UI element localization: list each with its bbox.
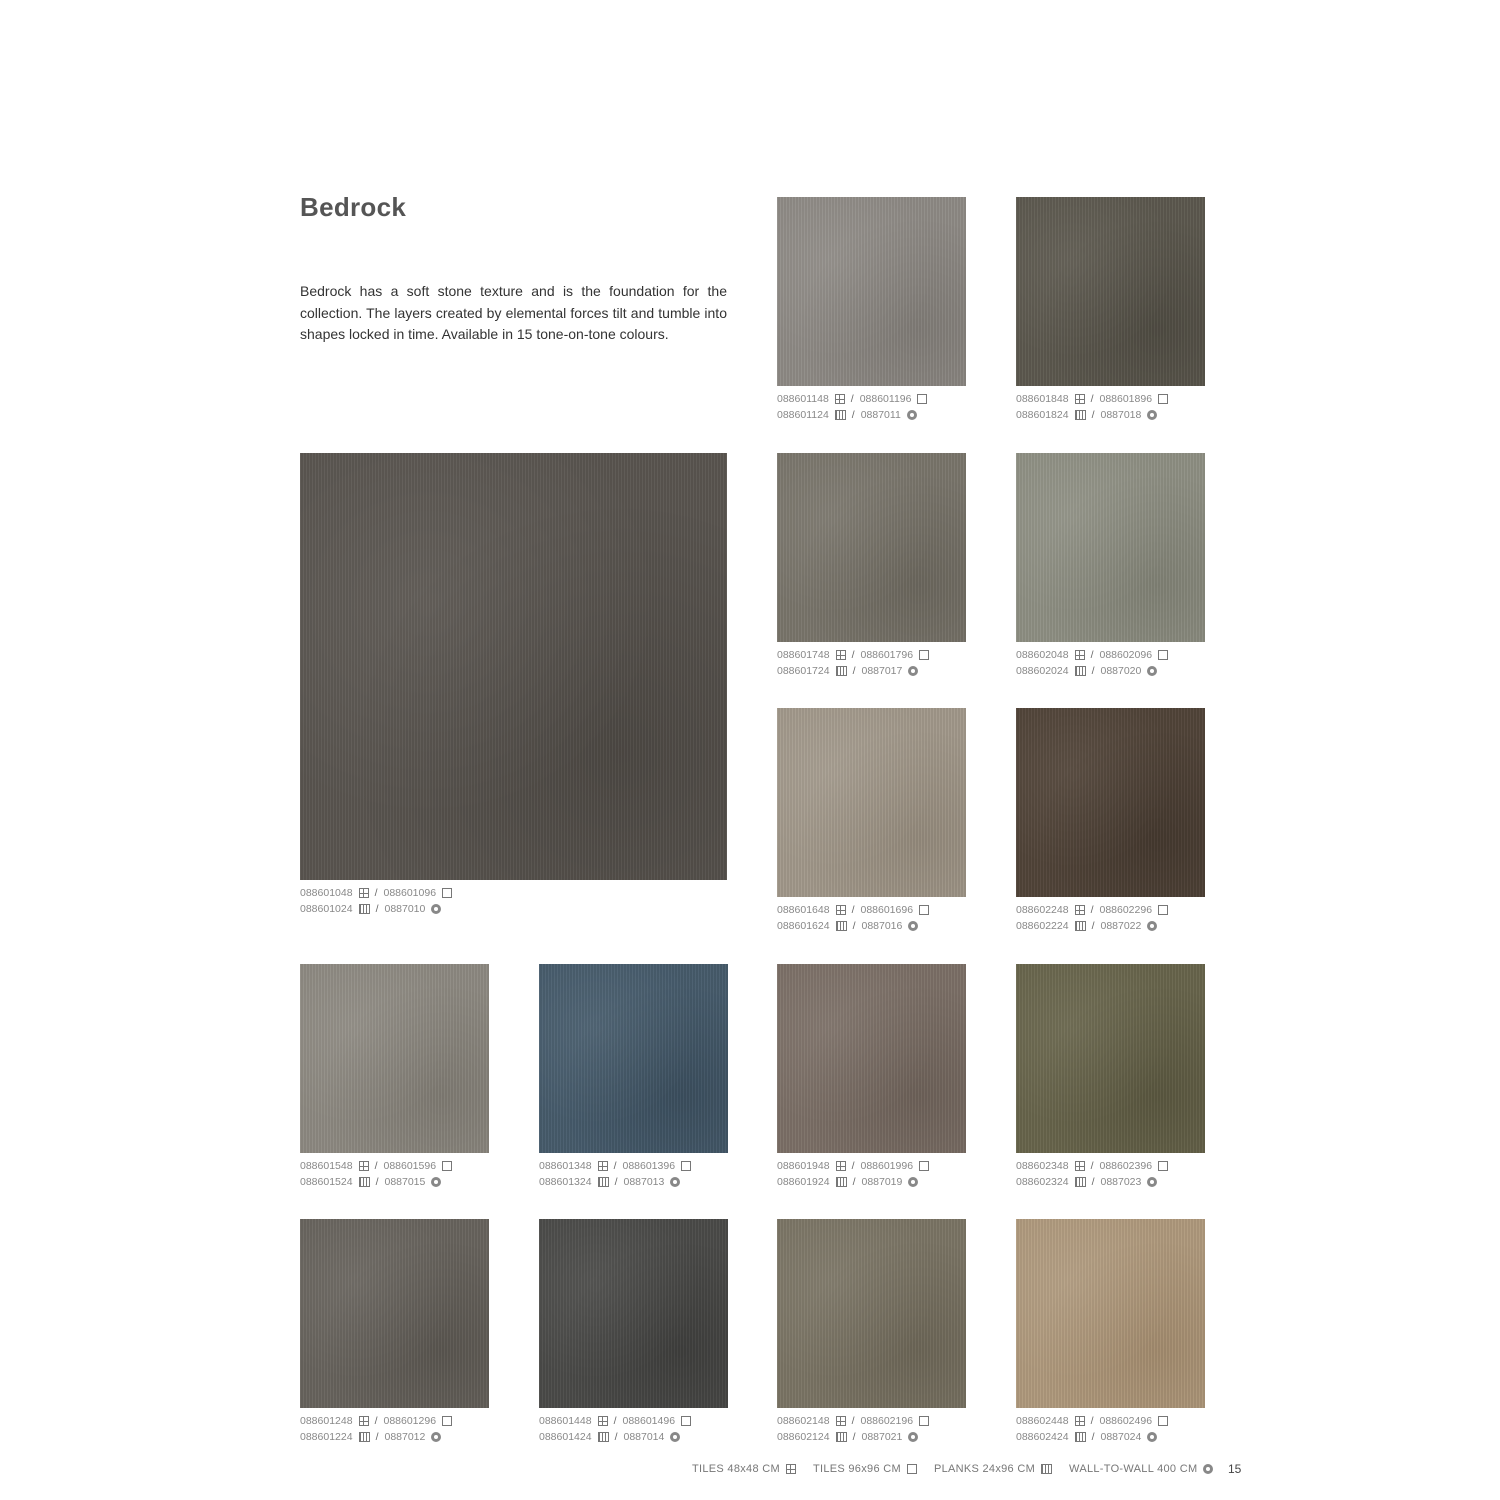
- code-tile-96: 088602496: [1099, 1415, 1153, 1427]
- separator: /: [375, 1176, 379, 1188]
- wall-to-wall-icon: [1147, 921, 1157, 931]
- swatch-image: [1016, 453, 1205, 642]
- product-codes: [300, 1158, 452, 1190]
- separator: /: [1090, 904, 1094, 916]
- tile-96-icon: [1158, 394, 1168, 404]
- product-codes: [777, 902, 929, 934]
- tile-96-icon: [917, 394, 927, 404]
- separator: /: [852, 920, 856, 932]
- tile-96-icon: [1158, 1161, 1168, 1171]
- code-row: [300, 1413, 452, 1429]
- separator: /: [1090, 393, 1094, 405]
- code-tile-96: 088601796: [860, 649, 914, 661]
- separator: /: [613, 1415, 617, 1427]
- code-tile-96: 088602396: [1099, 1160, 1153, 1172]
- tile-48-icon: [359, 888, 369, 898]
- code-row: [777, 391, 927, 407]
- separator: /: [851, 649, 855, 661]
- swatch-image: [300, 453, 727, 880]
- tile-48-icon: [359, 1416, 369, 1426]
- tile-96-icon: [1158, 905, 1168, 915]
- code-wall-to-wall: 0887018: [1100, 409, 1142, 421]
- product-codes: [777, 391, 927, 423]
- swatch-image: [1016, 197, 1205, 386]
- code-row: [300, 1158, 452, 1174]
- plank-icon: [359, 1432, 370, 1442]
- wall-to-wall-icon: [1147, 1177, 1157, 1187]
- code-row: [300, 1174, 452, 1190]
- separator: /: [851, 1160, 855, 1172]
- code-plank: 088601724: [777, 665, 830, 677]
- code-row: [1016, 391, 1168, 407]
- code-tile-48: 088601148: [777, 393, 829, 405]
- separator: /: [851, 409, 855, 421]
- code-row: [777, 1413, 929, 1429]
- code-plank: 088602124: [777, 1431, 830, 1443]
- product-codes: [1016, 902, 1168, 934]
- separator: /: [1091, 665, 1095, 677]
- tile-48-icon: [1075, 394, 1085, 404]
- tile-48-icon: [836, 905, 846, 915]
- swatch-image: [539, 1219, 728, 1408]
- plank-icon: [836, 921, 847, 931]
- separator: /: [1091, 920, 1095, 932]
- code-wall-to-wall: 0887020: [1100, 665, 1142, 677]
- code-row: [1016, 1429, 1168, 1445]
- code-wall-to-wall: 0887014: [623, 1431, 665, 1443]
- swatch-image: [300, 1219, 489, 1408]
- code-plank: 088602324: [1016, 1176, 1069, 1188]
- code-row: [777, 918, 929, 934]
- separator: /: [374, 1160, 378, 1172]
- swatch-image: [1016, 708, 1205, 897]
- code-wall-to-wall: 0887013: [623, 1176, 665, 1188]
- plank-icon: [836, 666, 847, 676]
- product-codes: [539, 1158, 691, 1190]
- legend-item: [813, 1463, 917, 1475]
- plank-icon: [835, 410, 846, 420]
- code-tile-48: 088601348: [539, 1160, 592, 1172]
- code-plank: 088601124: [777, 409, 829, 421]
- code-tile-96: 088601496: [622, 1415, 676, 1427]
- product-codes: [1016, 647, 1168, 679]
- code-wall-to-wall: 0887019: [861, 1176, 903, 1188]
- separator: /: [374, 887, 378, 899]
- code-row: [777, 647, 929, 663]
- code-tile-96: 088601396: [622, 1160, 676, 1172]
- wall-to-wall-icon: [1147, 1432, 1157, 1442]
- code-tile-96: 088601296: [383, 1415, 437, 1427]
- plank-icon: [1075, 1432, 1086, 1442]
- tile-48-icon: [1075, 1161, 1085, 1171]
- code-row: [777, 902, 929, 918]
- code-row: [300, 901, 452, 917]
- code-plank: 088601324: [539, 1176, 592, 1188]
- code-wall-to-wall: 0887022: [1100, 920, 1142, 932]
- code-tile-48: 088601948: [777, 1160, 830, 1172]
- code-row: [1016, 902, 1168, 918]
- product-codes: [1016, 1158, 1168, 1190]
- tile-96-icon: [681, 1416, 691, 1426]
- plank-icon: [1075, 410, 1086, 420]
- separator: /: [1090, 1415, 1094, 1427]
- code-wall-to-wall: 0887010: [384, 903, 426, 915]
- code-tile-48: 088601548: [300, 1160, 353, 1172]
- code-row: [539, 1158, 691, 1174]
- code-plank: 088602424: [1016, 1431, 1069, 1443]
- separator: /: [1091, 1176, 1095, 1188]
- intro-text: Bedrock has a soft stone texture and is the foundation for the collection. The layers created by elemental forces tilt and tumble into shapes locked in time. Available in 15 tone-on-tone colours.: [300, 283, 727, 342]
- separator: /: [1090, 1160, 1094, 1172]
- separator: /: [614, 1431, 618, 1443]
- code-row: [1016, 1158, 1168, 1174]
- tile-96-icon: [919, 905, 929, 915]
- plank-icon: [1041, 1464, 1052, 1474]
- code-row: [1016, 647, 1168, 663]
- tile-96-icon: [681, 1161, 691, 1171]
- product-codes: [300, 885, 452, 917]
- plank-icon: [598, 1177, 609, 1187]
- tile-96-icon: [442, 1161, 452, 1171]
- code-tile-48: 088602348: [1016, 1160, 1069, 1172]
- code-tile-96: 088601196: [859, 393, 912, 405]
- code-wall-to-wall: 0887021: [861, 1431, 903, 1443]
- product-codes: [539, 1413, 691, 1445]
- separator: /: [614, 1176, 618, 1188]
- plank-icon: [359, 904, 370, 914]
- wall-to-wall-icon: [908, 1432, 918, 1442]
- tile-96-icon: [442, 1416, 452, 1426]
- code-row: [539, 1174, 691, 1190]
- wall-to-wall-icon: [907, 410, 917, 420]
- tile-96-icon: [442, 888, 452, 898]
- tile-48-icon: [1075, 905, 1085, 915]
- plank-icon: [1075, 921, 1086, 931]
- legend: [692, 1463, 1230, 1475]
- code-tile-48: 088601648: [777, 904, 830, 916]
- tile-48-icon: [836, 1416, 846, 1426]
- code-plank: 088601624: [777, 920, 830, 932]
- code-row: [777, 1429, 929, 1445]
- separator: /: [1090, 649, 1094, 661]
- code-wall-to-wall: 0887016: [861, 920, 903, 932]
- tile-96-icon: [919, 650, 929, 660]
- wall-to-wall-icon: [1203, 1464, 1213, 1474]
- code-tile-48: 088601048: [300, 887, 353, 899]
- tile-96-icon: [919, 1416, 929, 1426]
- code-tile-96: 088602196: [860, 1415, 914, 1427]
- product-codes: [777, 1413, 929, 1445]
- plank-icon: [836, 1177, 847, 1187]
- code-row: [300, 885, 452, 901]
- separator: /: [374, 1415, 378, 1427]
- code-plank: 088601424: [539, 1431, 592, 1443]
- tile-48-icon: [1075, 1416, 1085, 1426]
- plank-icon: [1075, 1177, 1086, 1187]
- swatch-image: [777, 708, 966, 897]
- tile-96-icon: [1158, 1416, 1168, 1426]
- separator: /: [1091, 1431, 1095, 1443]
- code-row: [300, 1429, 452, 1445]
- product-codes: [1016, 1413, 1168, 1445]
- code-row: [539, 1413, 691, 1429]
- separator: /: [850, 393, 854, 405]
- code-row: [777, 1158, 929, 1174]
- code-row: [1016, 1413, 1168, 1429]
- separator: /: [852, 1431, 856, 1443]
- separator: /: [375, 1431, 379, 1443]
- legend-label: TILES 48x48 CM: [692, 1463, 780, 1475]
- plank-icon: [598, 1432, 609, 1442]
- tile-48-icon: [598, 1161, 608, 1171]
- legend-label: PLANKS 24x96 CM: [933, 1463, 1036, 1475]
- separator: /: [851, 1415, 855, 1427]
- product-codes: [777, 1158, 929, 1190]
- code-row: [777, 663, 929, 679]
- swatch-image: [777, 1219, 966, 1408]
- code-wall-to-wall: 0887011: [860, 409, 901, 421]
- swatch-image: [777, 964, 966, 1153]
- code-plank: 088602024: [1016, 665, 1069, 677]
- wall-to-wall-icon: [431, 904, 441, 914]
- code-row: [1016, 918, 1168, 934]
- wall-to-wall-icon: [908, 1177, 918, 1187]
- legend-item: [934, 1463, 1052, 1475]
- tile-48-icon: [359, 1161, 369, 1171]
- code-tile-96: 088601596: [383, 1160, 437, 1172]
- code-wall-to-wall: 0887023: [1100, 1176, 1142, 1188]
- wall-to-wall-icon: [908, 666, 918, 676]
- code-tile-96: 088601096: [383, 887, 437, 899]
- code-plank: 088601924: [777, 1176, 830, 1188]
- tile-48-icon: [835, 394, 845, 404]
- code-plank: 088601224: [300, 1431, 353, 1443]
- code-row: [539, 1429, 691, 1445]
- tile-48-icon: [786, 1464, 796, 1474]
- wall-to-wall-icon: [431, 1432, 441, 1442]
- code-tile-96: 088601696: [860, 904, 914, 916]
- plank-icon: [1075, 666, 1086, 676]
- legend-label: TILES 96x96 CM: [812, 1463, 901, 1475]
- code-wall-to-wall: 0887015: [384, 1176, 426, 1188]
- code-plank: 088601524: [300, 1176, 353, 1188]
- code-tile-48: 088602148: [777, 1415, 830, 1427]
- tile-48-icon: [836, 650, 846, 660]
- wall-to-wall-icon: [670, 1432, 680, 1442]
- code-plank: 088602224: [1016, 920, 1069, 932]
- code-row: [1016, 663, 1168, 679]
- swatch-image: [777, 197, 966, 386]
- wall-to-wall-icon: [908, 921, 918, 931]
- page-title: Bedrock: [300, 192, 407, 222]
- separator: /: [1091, 409, 1095, 421]
- legend-label: WALL-TO-WALL 400 CM: [1069, 1463, 1198, 1475]
- wall-to-wall-icon: [1147, 410, 1157, 420]
- code-tile-48: 088602048: [1016, 649, 1069, 661]
- code-wall-to-wall: 0887017: [861, 665, 903, 677]
- product-codes: [1016, 391, 1168, 423]
- swatch-image: [539, 964, 728, 1153]
- code-row: [1016, 407, 1168, 423]
- wall-to-wall-icon: [670, 1177, 680, 1187]
- code-tile-48: 088602248: [1016, 904, 1069, 916]
- code-row: [777, 1174, 929, 1190]
- wall-to-wall-icon: [1147, 666, 1157, 676]
- separator: /: [852, 1176, 856, 1188]
- code-row: [1016, 1174, 1168, 1190]
- code-wall-to-wall: 0887024: [1100, 1431, 1142, 1443]
- separator: /: [613, 1160, 617, 1172]
- code-wall-to-wall: 0887012: [384, 1431, 426, 1443]
- page-number: 15: [1228, 1462, 1242, 1476]
- legend-item: [692, 1463, 796, 1475]
- code-plank: 088601024: [300, 903, 353, 915]
- tile-96-icon: [1158, 650, 1168, 660]
- code-tile-96: 088601896: [1099, 393, 1153, 405]
- separator: /: [851, 904, 855, 916]
- wall-to-wall-icon: [431, 1177, 441, 1187]
- code-plank: 088601824: [1016, 409, 1069, 421]
- product-codes: [777, 647, 929, 679]
- tile-96-icon: [919, 1161, 929, 1171]
- legend-item: [1069, 1463, 1213, 1475]
- code-tile-48: 088601848: [1016, 393, 1069, 405]
- code-tile-48: 088601448: [539, 1415, 592, 1427]
- tile-48-icon: [1075, 650, 1085, 660]
- swatch-image: [1016, 1219, 1205, 1408]
- product-codes: [300, 1413, 452, 1445]
- code-tile-96: 088602296: [1099, 904, 1153, 916]
- code-tile-48: 088602448: [1016, 1415, 1069, 1427]
- tile-48-icon: [598, 1416, 608, 1426]
- separator: /: [852, 665, 856, 677]
- code-tile-48: 088601248: [300, 1415, 353, 1427]
- code-tile-96: 088602096: [1099, 649, 1153, 661]
- code-row: [777, 407, 927, 423]
- code-tile-96: 088601996: [860, 1160, 914, 1172]
- tile-48-icon: [836, 1161, 846, 1171]
- swatch-image: [1016, 964, 1205, 1153]
- swatch-image: [777, 453, 966, 642]
- swatch-image: [300, 964, 489, 1153]
- plank-icon: [359, 1177, 370, 1187]
- code-tile-48: 088601748: [777, 649, 830, 661]
- separator: /: [375, 903, 379, 915]
- plank-icon: [836, 1432, 847, 1442]
- tile-96-icon: [907, 1464, 917, 1474]
